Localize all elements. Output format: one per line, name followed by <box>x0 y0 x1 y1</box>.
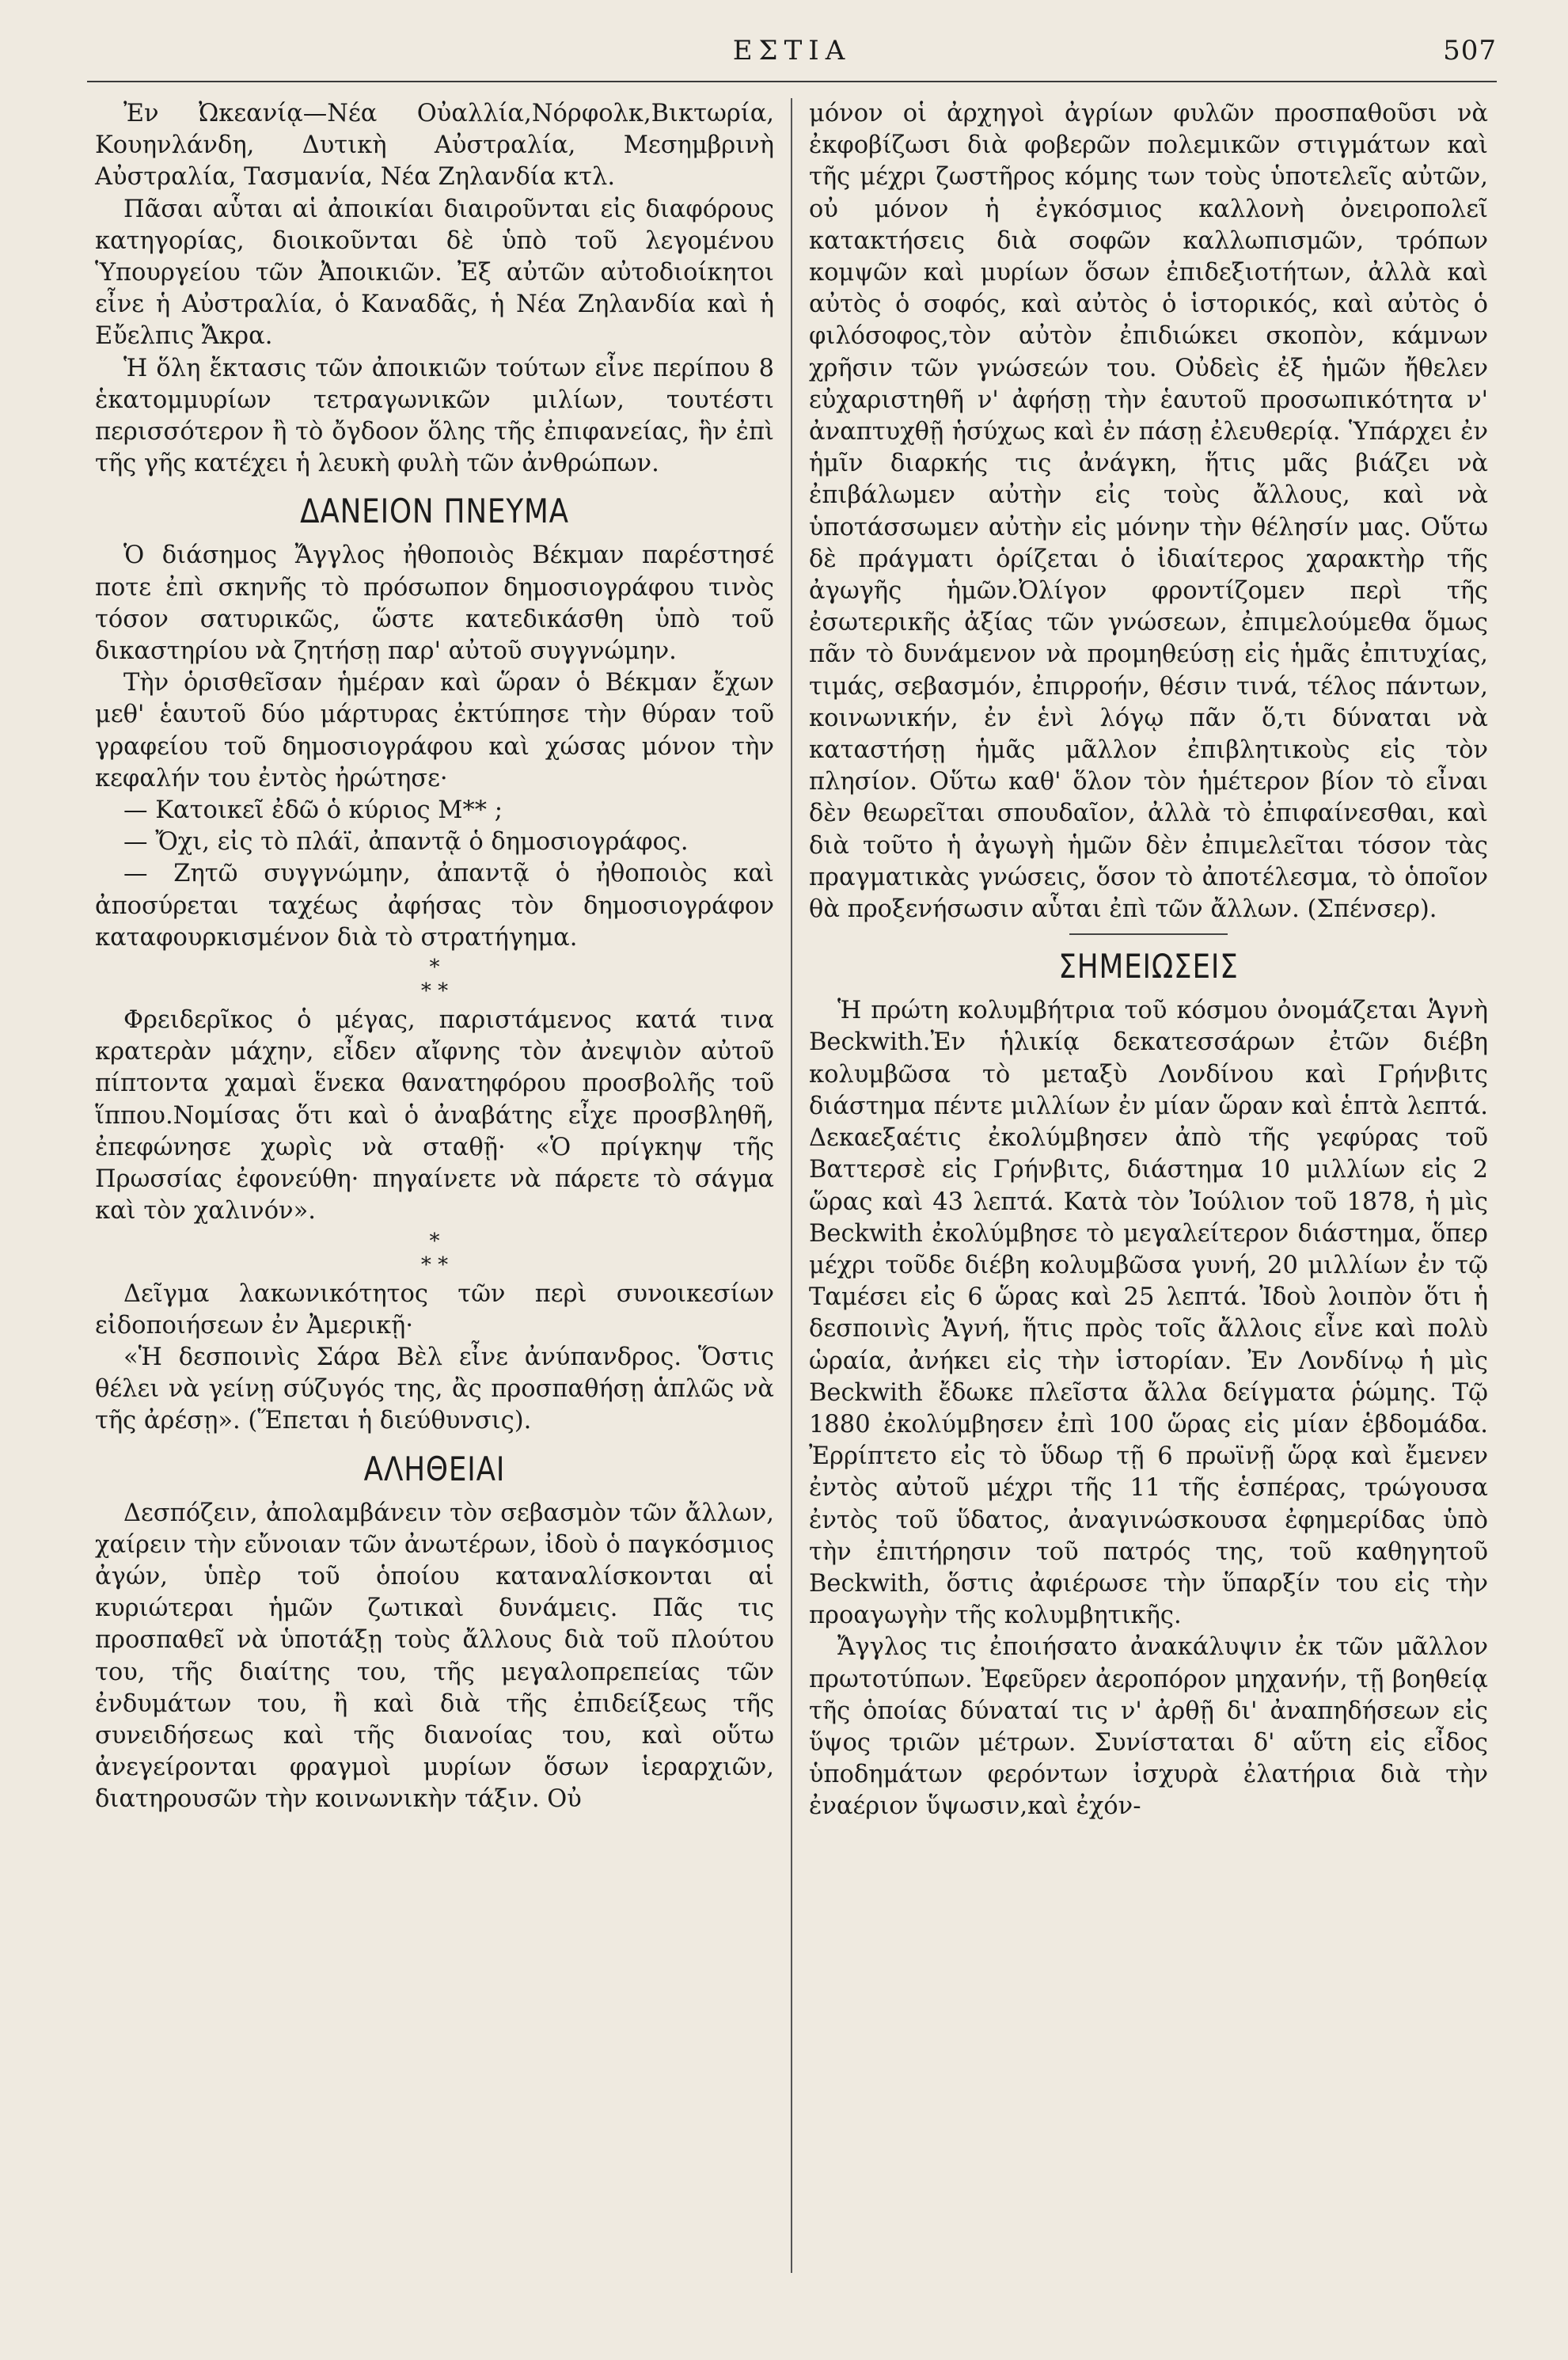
left-column <box>95 98 774 2289</box>
note-swimmer-beckwith: Ἡ πρώτη κολυμβήτρια τοῦ κόσμου ὀνομάζεται Ἁγνὴ Beckwith.Ἐν ἡλικίᾳ δεκατεσσάρων ἐτῶν διέβη κολυμβῶσα τὸ μεταξὺ Λονδίνου καὶ Γρήνβιτς διάστημα πέντε μιλλίων ἐν μίαν ὥραν καὶ ἑπτὰ λεπτά. Δεκαεξαέτις ἐκολύμβησεν ἀπὸ τῆς γεφύρας τοῦ Βαττερσὲ εἰς Γρήνβιτς, διάστημα 10 μιλλίων εἰς 2 ὥρας καὶ 43 λεπτά. Κατὰ τὸν Ἰούλιον τοῦ 1878, ἡ μὶς Beckwith ἐκολύμβησε τὸ μεγαλείτερον διάστημα, ὅπερ μέχρι τοῦδε διέβη κολυμβῶσα γυνή, 20 μιλλίων ἐν τῷ Ταμέσει εἰς 6 ὥρας καὶ 25 λεπτά. Ἰδοὺ λοιπὸν ὅτι ἡ δεσποινὶς Ἁγνή, ἥτις πρὸς τοῖς ἄλλοις εἶνε καὶ πολὺ ὡραία, ἀνήκει εἰς τὴν ἱστορίαν. Ἐν Λονδίνῳ ἡ μὶς Beckwith ἔδωκε πλεῖστα ἄλλα δείγματα ῥώμης. Τῷ 1880 ἐκολύμβησεν ἐπὶ 100 ὥρας εἰς μίαν ἑβδομάδα. Ἐρρίπτετο εἰς τὸ ὕδωρ τῇ 6 πρωϊνῇ ὥρᾳ καὶ ἔμενεν ἐντὸς αὐτοῦ μέχρι τῆς 11 τῆς ἑσπέρας, τρώγουσα ἐντὸς τοῦ ὕδατος, ἀναγινώσκουσα ἐφημερίδας ὑπὸ τὴν ἐπιτήρησιν τοῦ πατρός της, τοῦ καθηγητοῦ Beckwith, ὅστις ἀφιέρωσε τὴν ὕπαρξίν του εἰς τὴν προαγωγὴν τῆς κολυμβητικῆς. <box>809 997 1488 1630</box>
beckman-story-visit: Τὴν ὁρισθεῖσαν ἡμέραν καὶ ὥραν ὁ Βέκμαν ἔχων μεθ' ἑαυτοῦ δύο μάρτυρας ἐκτύπησε τὴν θύραν τοῦ γραφείου τοῦ δημοσιογράφου καὶ χώσας μόνον τὴν κεφαλήν του ἐντὸς ἠρώτησε· <box>95 669 774 792</box>
right-column <box>809 98 1488 2289</box>
colonies-oceania-paragraph: Ἐν Ὠκεανίᾳ—Νέα Οὐαλλία,Νόρφολκ,Βικτωρία, Κουηνλάνδη, Δυτικὴ Αὐστραλία, Μεσημβρινὴ Αὐστραλία, Τασμανία, Νέα Ζηλανδία κτλ. <box>95 100 774 192</box>
truths-continuation: μόνον οἱ ἀρχηγοὶ ἀγρίων φυλῶν προσπαθοῦσι νὰ ἐκφοβίζωσι διὰ φοβερῶν πολεμικῶν στιγμάτων καὶ τῆς μέχρι ζωστῆρος κόμης των τοὺς ὑποτελεῖς αὐτῶν, οὐ μόνον ἡ ἐγκόσμιος καλλονὴ ὀνειροπολεῖ κατακτήσεις διὰ σοφῶν καλλωπισμῶν, τρόπων κομψῶν καὶ μυρίων ὅσων ἐπιδεξιοτήτων, ἀλλὰ καὶ αὐτὸς ὁ σοφός, καὶ αὐτὸς ὁ ἱστορικός, καὶ αὐτὸς ὁ φιλόσοφος,τὸν αὐτὸν ἐπιδιώκει σκοπὸν, κάμνων χρῆσιν τῶν γνώσεών του. Οὐδεὶς ἐξ ἡμῶν ἤθελεν εὐχαριστηθῆ ν' ἀφήσῃ τὴν ἑαυτοῦ προσωπικότητα ν' ἀναπτυχθῇ ἡσύχως καὶ ἐν πάσῃ ἐλευθερίᾳ. Ὑπάρχει ἐν ἡμῖν διαρκής τις ἀνάγκη, ἥτις μᾶς βιάζει νὰ ἐπιβάλωμεν αὐτὴν εἰς τοὺς ἄλλους, καὶ νὰ ὑποτάσσωμεν αὐτὴν εἰς μόνην τὴν θέλησίν μας. Οὕτω δὲ πράγματι ὁρίζεται ὁ ἰδιαίτερος χαρακτὴρ τῆς ἀγωγῆς ἡμῶν.Ὀλίγον φροντίζομεν περὶ τῆς ἐσωτερικῆς ἀξίας τῶν γνώσεων, ἐπιμελούμεθα ὅμως πᾶν τὸ δυνάμενον νὰ προμηθεύσῃ εἰς ἡμᾶς ἐπιτυχίας, τιμάς, σεβασμόν, ἐπιρροήν, θέσιν τινά, τέλος πάντων, κοινωνικήν, ἐν ἑνὶ λόγῳ πᾶν ὅ,τι δύναται νὰ καταστήσῃ ἡμᾶς μᾶλλον ἐπιβλητικοὺς εἰς τὸν πλησίον. Οὕτω καθ' ὅλον τὸν ἡμέτερον βίον τὸ εἶναι δὲν θεωρεῖται σπουδαῖον, ἀλλὰ τὸ ἐπιφαίνεσθαι, καὶ διὰ τοῦτο ἡ ἀγωγὴ ἡμῶν δὲν ἐπιμελεῖται τόσον τὰς πραγματικὰς γνώσεις, ὅσον τὸ ἀποτέλεσμα, τὸ ὁποῖον θὰ προξενήσωσιν αὗται ἐπὶ τῶν ἄλλων. (Σπένσερ). <box>809 100 1488 924</box>
section-title-truths: ΑΛΗΘΕΙΑΙ <box>363 1449 506 1488</box>
truths-paragraph: Δεσπόζειν, ἀπολαμβάνειν τὸν σεβασμὸν τῶν ἄλλων, χαίρειν τὴν εὔνοιαν τῶν ἀνωτέρων, ἰδοὺ ὁ παγκόσμιος ἀγών, ὑπὲρ τοῦ ὁποίου καταναλίσκονται αἱ κυριώτεραι ἡμῶν ζωτικαὶ δυνάμεις. Πᾶς τις προσπαθεῖ νὰ ὑποτάξῃ τοὺς ἄλλους διὰ τοῦ πλούτου του, τῆς διαίτης του, τῆς μεγαλοπρεπείας τῶν ἐνδυμάτων του, ἢ καὶ διὰ τῆς ἐπιδείξεως τῆς συνειδήσεως καὶ τῆς διανοίας του, καὶ οὕτω ἀνεγείρονται φραγμοὶ μυρίων ὅσων ἱεραρχιῶν, διατηρουσῶν τὴν κοινωνικὴν τάξιν. Οὐ <box>95 1499 774 1814</box>
section-title-notes: ΣΗΜΕΙΩΣΕΙΣ <box>1058 947 1239 986</box>
journal-title: ΕΣΤΙΑ <box>732 35 852 67</box>
laconic-ad-quote: «Ἡ δεσποινὶς Σάρα Βὲλ εἶνε ἀνύπανδρος. Ὅστις θέλει νὰ γείνῃ σύζυγός της, ἂς προσπαθήσῃ ἁπλῶς νὰ τῆς ἀρέσῃ». (Ἕπεται ἡ διεύθυνσις). <box>95 1343 774 1435</box>
dialog-line-3: — Ζητῶ συγγνώμην, ἀπαντᾷ ὁ ἠθοποιὸς καὶ ἀποσύρεται ταχέως ἀφήσας τὸν δημοσιογράφον καταφουρκισμένον διὰ τὸ στρατήγημα. <box>95 860 774 952</box>
dialog-line-1: — Κατοικεῖ ἐδῶ ὁ κύριος Μ** ; <box>123 796 503 825</box>
note-flying-shoes: Ἄγγλος τις ἐποιήσατο ἀνακάλυψιν ἐκ τῶν μᾶλλον πρωτοτύπων. Ἐφεῦρεν ἀεροπόρον μηχανήν, τῇ βοηθείᾳ τῆς ὁποίας δύναταί τις ν' ἀρθῇ δι' ἀναπηδήσεων εἰς ὕψος τριῶν μέτρων. Συνίσταται δ' αὕτη εἰς εἶδος ὑποδημάτων φερόντων ἰσχυρὰ ἐλατήρια διὰ τὴν ἐναέριον ὕψωσιν,καὶ ἐχόν- <box>809 1633 1488 1821</box>
beckman-story-intro: Ὁ διάσημος Ἄγγλος ἠθοποιὸς Βέκμαν παρέστησέ ποτε ἐπὶ σκηνῆς τὸ πρόσωπον δημοσιογράφου τινὸς τόσον σατυρικῶς, ὥστε κατεδικάσθη ὑπὸ τοῦ δικαστηρίου νὰ ζητήσῃ παρ' αὐτοῦ συγγνώμην. <box>95 542 774 666</box>
colonies-area-paragraph: Ἡ ὅλη ἔκτασις τῶν ἀποικιῶν τούτων εἶνε περίπου 8 ἑκατομμυρίων τετραγωνικῶν μιλίων, τουτέστι περισσότερον ἢ τὸ ὄγδοον ὅλης τῆς ἐπιφανείας, ἣν ἐπὶ τῆς γῆς κατέχει ἡ λευκὴ φυλὴ τῶν ἀνθρώπων. <box>95 354 774 478</box>
frederick-anecdote: Φρειδερῖκος ὁ μέγας, παριστάμενος κατά τινα κρατερὰν μάχην, εἶδεν αἴφνης τὸν ἀνεψιὸν αὐτοῦ πίπτοντα χαμαὶ ἕνεκα θανατηφόρου προσβολῆς τοῦ ἵππου.Νομίσας ὅτι καὶ ὁ ἀναβάτης εἶχε προσβληθῆ, ἐπεφώνησε χωρὶς νὰ σταθῇ· «Ὁ πρίγκηψ τῆς Πρωσσίας ἐφονεύθη· πηγαίνετε νὰ πάρετε τὸ σάγμα καὶ τὸν χαλινόν». <box>95 1006 774 1226</box>
colonies-administration-paragraph: Πᾶσαι αὗται αἱ ἀποικίαι διαιροῦνται εἰς διαφόρους κατηγορίας, διοικοῦνται δὲ ὑπὸ τοῦ λεγομένου Ὑπουργείου τῶν Ἀποικιῶν. Ἐξ αὐτῶν αὐτοδιοίκητοι εἶνε ἡ Αὐστραλία, ὁ Καναδᾶς, ἡ Νέα Ζηλανδία καὶ ἡ Εὔελπις Ἄκρα. <box>95 195 774 351</box>
section-title-borrowed-wit: ΔΑΝΕΙΟΝ ΠΝΕΥΜΑ <box>300 492 569 531</box>
dialog-line-2: — Ὄχι, εἰς τὸ πλάϊ, ἀπαντᾷ ὁ δημοσιογράφος. <box>123 828 689 857</box>
asterism-divider: * * * <box>420 956 449 1004</box>
page-header <box>87 30 1497 78</box>
section-rule <box>1069 933 1228 935</box>
laconic-ad-intro: Δεῖγμα λακωνικότητος τῶν περὶ συνοικεσίων εἰδοποιήσεων ἐν Ἀμερικῇ· <box>95 1279 774 1340</box>
header-rule <box>87 81 1497 82</box>
page-number: 507 <box>1443 35 1497 67</box>
asterism-divider: * * * <box>420 1229 449 1277</box>
column-divider <box>791 98 792 2273</box>
